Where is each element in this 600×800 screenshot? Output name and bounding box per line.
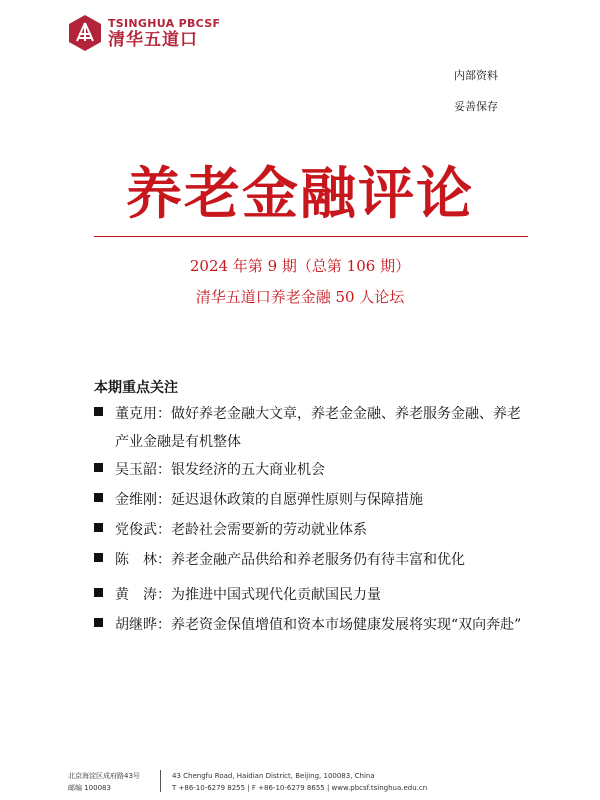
list-item <box>94 614 521 634</box>
list-item <box>94 519 367 539</box>
focus-heading: 本期重点关注 <box>94 380 178 396</box>
internal-note: 内部资料 <box>454 69 498 82</box>
item-continuation: 产业金融是有机整体 <box>115 434 241 450</box>
address-en: 43 Chengfu Road, Haidian District, Beijing, 100083, China <box>172 772 375 780</box>
item-text: 黄 涛：为推进中国式现代化贡献国民力量 <box>115 587 381 603</box>
bullet-icon <box>94 618 103 627</box>
bullet-icon <box>94 553 103 562</box>
bullet-icon <box>94 523 103 532</box>
item-text: 吴玉韶：银发经济的五大商业机会 <box>115 462 325 478</box>
list-item <box>94 489 423 509</box>
bullet-icon <box>94 407 103 416</box>
item-text: 胡继晔：养老资金保值增值和资本市场健康发展将实现“双向奔赴” <box>115 617 522 633</box>
issue-number: 2024 年第 9 期（总第 106 期） <box>189 257 411 275</box>
contact-info: T +86-10-6279 8255 | F +86-10-6279 8655 | www.pbcsf.tsinghua.edu.cn <box>172 784 428 792</box>
forum-name: 清华五道口养老金融 50 人论坛 <box>195 288 405 306</box>
list-item <box>94 403 521 423</box>
postcode: 邮编 100083 <box>68 784 111 792</box>
logo-english: TSINGHUA PBCSF <box>108 16 221 30</box>
list-item <box>94 549 465 569</box>
footer-address-cn <box>68 770 140 794</box>
bullet-icon <box>94 493 103 502</box>
bullet-icon <box>94 463 103 472</box>
title-divider <box>94 236 528 237</box>
item-text: 陈 林：养老金融产品供给和养老服务仍有待丰富和优化 <box>115 552 465 568</box>
list-item <box>94 459 325 479</box>
logo-chinese: 清华五道口 <box>108 29 198 50</box>
logo-icon <box>68 14 102 52</box>
logo <box>68 14 220 52</box>
footer-divider <box>160 770 161 792</box>
item-text: 金维刚：延迟退休政策的自愿弹性原则与保障措施 <box>115 492 423 508</box>
item-text: 董克用：做好养老金融大文章，养老金金融、养老服务金融、养老 <box>115 406 521 422</box>
keep-note: 妥善保存 <box>454 100 498 113</box>
footer-address-en <box>172 770 427 794</box>
item-text: 党俊武：老龄社会需要新的劳动就业体系 <box>115 522 367 538</box>
list-item <box>94 584 381 604</box>
address-cn: 北京海淀区成府路43号 <box>68 772 140 780</box>
journal-title: 养老金融评论 <box>126 161 474 227</box>
bullet-icon <box>94 588 103 597</box>
